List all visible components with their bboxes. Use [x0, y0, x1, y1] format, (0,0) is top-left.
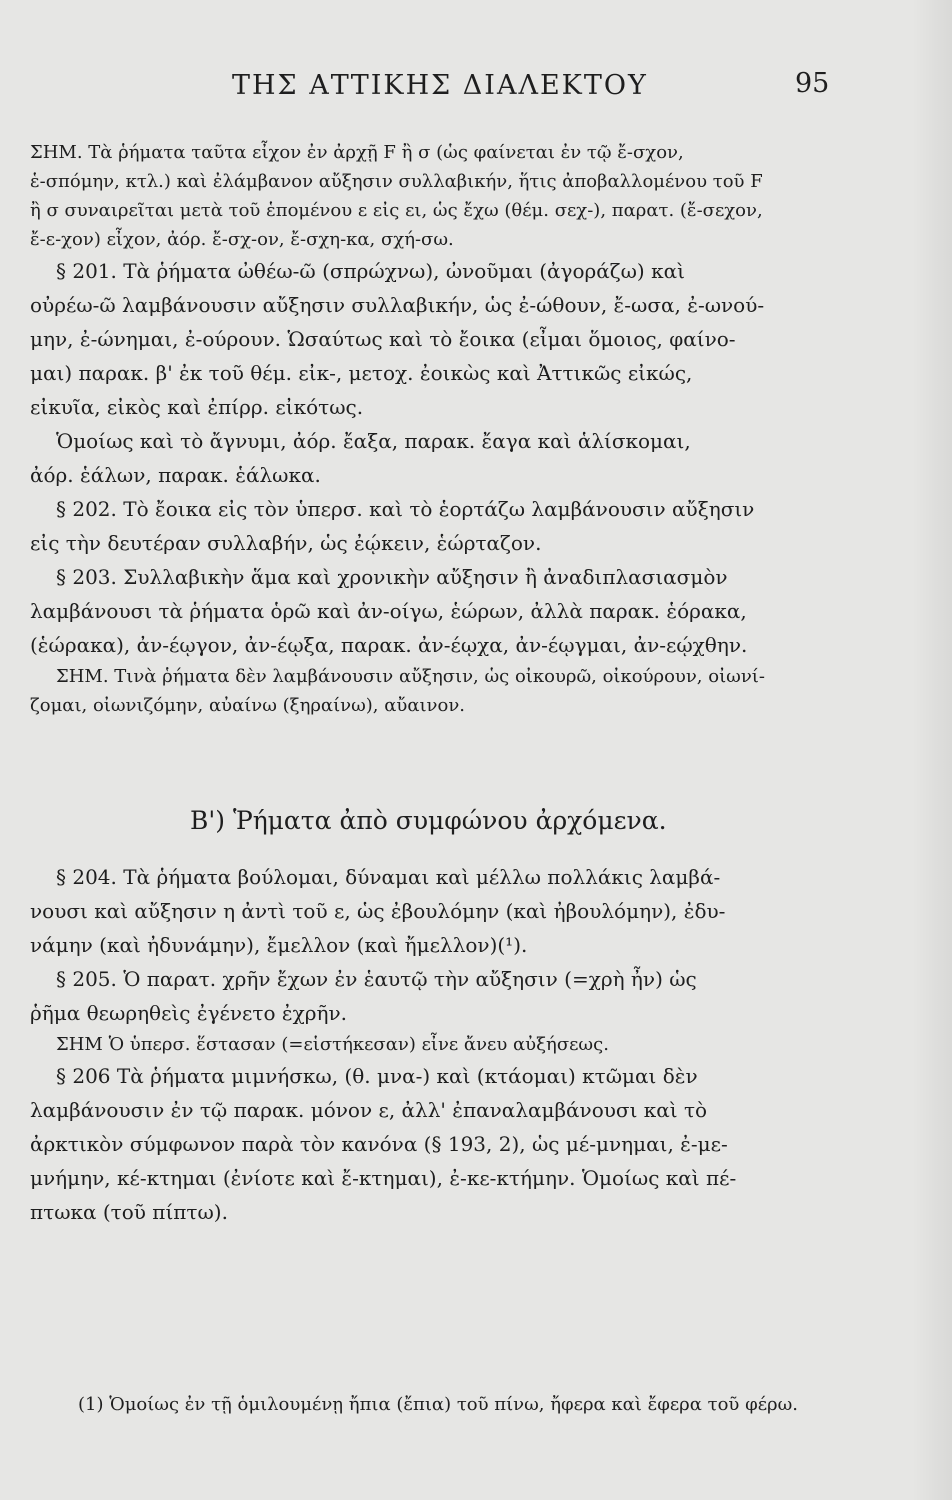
- page-edge-shadow: [912, 0, 952, 1500]
- footnote: (1) Ὁμοίως ἐν τῇ ὁμιλουμένῃ ἤπια (ἔπια) τοῦ πίνω, ἤφερα καὶ ἔφερα τοῦ φέρω.: [78, 1394, 798, 1415]
- page-number: 95: [795, 68, 830, 99]
- text-line: ἀρκτικὸν σύμφωνον παρὰ τὸν κανόνα (§ 193, 2), ὡς μέ-μνημαι, ἐ-με-: [30, 1132, 728, 1156]
- text-line: μαι) παρακ. β' ἐκ τοῦ θέμ. εἰκ-, μετοχ. ἐοικὼς καὶ Ἀττικῶς εἰκώς,: [30, 361, 693, 385]
- running-title: ΤΗΣ ΑΤΤΙΚΗΣ ΔΙΑΛΕΚΤΟΥ: [232, 70, 648, 101]
- text-line: (ἑώρακα), ἀν-έῳγον, ἀν-έῳξα, παρακ. ἀν-έῳχα, ἀν-έῳγμαι, ἀν-εῴχθην.: [30, 633, 748, 657]
- text-line: ἀόρ. ἑάλων, παρακ. ἑάλωκα.: [30, 463, 321, 487]
- text-line: μην, ἐ-ώνημαι, ἐ-ούρουν. Ὡσαύτως καὶ τὸ ἔοικα (εἶμαι ὅμοιος, φαίνο-: [30, 327, 736, 351]
- text-line: πτωκα (τοῦ πίπτω).: [30, 1200, 228, 1224]
- paragraph-201: § 201. Τὰ ῥήματα ὠθέω-ῶ (σπρώχνω), ὠνοῦμαι (ἀγοράζω) καὶ: [56, 259, 685, 283]
- text-line: ῥῆμα θεωρηθεὶς ἐγένετο ἐχρῆν.: [30, 1001, 347, 1025]
- text-line: νουσι καὶ αὔξησιν η ἀντὶ τοῦ ε, ὡς ἐβουλόμην (καὶ ἠβουλόμην), ἐδυ-: [30, 899, 726, 923]
- text-line: ἑ-σπόμην, κτλ.) καὶ ἐλάμβανον αὔξησιν συλλαβικήν, ἥτις ἀποβαλλομένου τοῦ F: [30, 171, 763, 192]
- paragraph-204: § 204. Τὰ ῥήματα βούλομαι, δύναμαι καὶ μέλλω πολλάκις λαμβά-: [56, 865, 721, 889]
- paragraph-205: § 205. Ὁ παρατ. χρῆν ἔχων ἐν ἑαυτῷ τὴν αὔξησιν (=χρὴ ἦν) ὡς: [56, 967, 697, 991]
- text-line: λαμβάνουσιν ἐν τῷ παρακ. μόνον ε, ἀλλ' ἐπαναλαμβάνουσι καὶ τὸ: [30, 1098, 708, 1122]
- text-line: νάμην (καὶ ἠδυνάμην), ἔμελλον (καὶ ἤμελλον)(¹).: [30, 933, 528, 957]
- section-heading: Β') Ῥήματα ἀπὸ συμφώνου ἀρχόμενα.: [190, 806, 667, 835]
- body-text-lower: [30, 860, 882, 1229]
- page-header: [0, 70, 952, 110]
- text-line: μνήμην, κέ-κτημαι (ἐνίοτε καὶ ἔ-κτημαι), ἐ-κε-κτήμην. Ὁμοίως καὶ πέ-: [30, 1166, 737, 1190]
- text-line: εἰς τὴν δευτέραν συλλαβήν, ὡς ἐῴκειν, ἑώρταζον.: [30, 531, 542, 555]
- text-line: Ὁμοίως καὶ τὸ ἄγνυμι, ἀόρ. ἔαξα, παρακ. ἔαγα καὶ ἁλίσκομαι,: [56, 429, 691, 453]
- note-line: ΣΗΜ Ὁ ὑπερσ. ἕστασαν (=εἱστήκεσαν) εἶνε ἄνευ αὐξήσεως.: [56, 1034, 609, 1055]
- paragraph-206: § 206 Τὰ ῥήματα μιμνήσκω, (θ. μνα-) καὶ (κτάομαι) κτῶμαι δὲν: [56, 1064, 698, 1088]
- note-line: ζομαι, οἰωνιζόμην, αὐαίνω (ξηραίνω), αὔαινον.: [30, 695, 465, 716]
- text-line: ἔ-ε-χον) εἶχον, ἀόρ. ἔ-σχ-ον, ἔ-σχη-κα, σχή-σω.: [30, 229, 454, 250]
- body-text-upper: [30, 138, 882, 720]
- text-line: ἢ σ συναιρεῖται μετὰ τοῦ ἑπομένου ε εἰς ει, ὡς ἔχω (θέμ. σεχ-), παρατ. (ἔ-σεχον,: [30, 200, 763, 221]
- text-line: ΣΗΜ. Τὰ ῥήματα ταῦτα εἶχον ἐν ἀρχῇ F ἢ σ (ὡς φαίνεται ἐν τῷ ἔ-σχον,: [30, 142, 684, 163]
- paragraph-203: § 203. Συλλαβικὴν ἅμα καὶ χρονικὴν αὔξησιν ἢ ἀναδιπλασιασμὸν: [56, 565, 728, 589]
- text-line: εἰκυῖα, εἰκὸς καὶ ἐπίρρ. εἰκότως.: [30, 395, 364, 419]
- note-line: ΣΗΜ. Τινὰ ῥήματα δὲν λαμβάνουσιν αὔξησιν, ὡς οἰκουρῶ, οἰκούρουν, οἰωνί-: [56, 666, 765, 687]
- paragraph-202: § 202. Τὸ ἔοικα εἰς τὸν ὑπερσ. καὶ τὸ ἑορτάζω λαμβάνουσιν αὔξησιν: [56, 497, 755, 521]
- text-line: λαμβάνουσι τὰ ῥήματα ὁρῶ καὶ ἀν-οίγω, ἑώρων, ἀλλὰ παρακ. ἑόρακα,: [30, 599, 747, 623]
- text-line: οὐρέω-ῶ λαμβάνουσιν αὔξησιν συλλαβικήν, ὡς ἐ-ώθουν, ἔ-ωσα, ἐ-ωνού-: [30, 293, 765, 317]
